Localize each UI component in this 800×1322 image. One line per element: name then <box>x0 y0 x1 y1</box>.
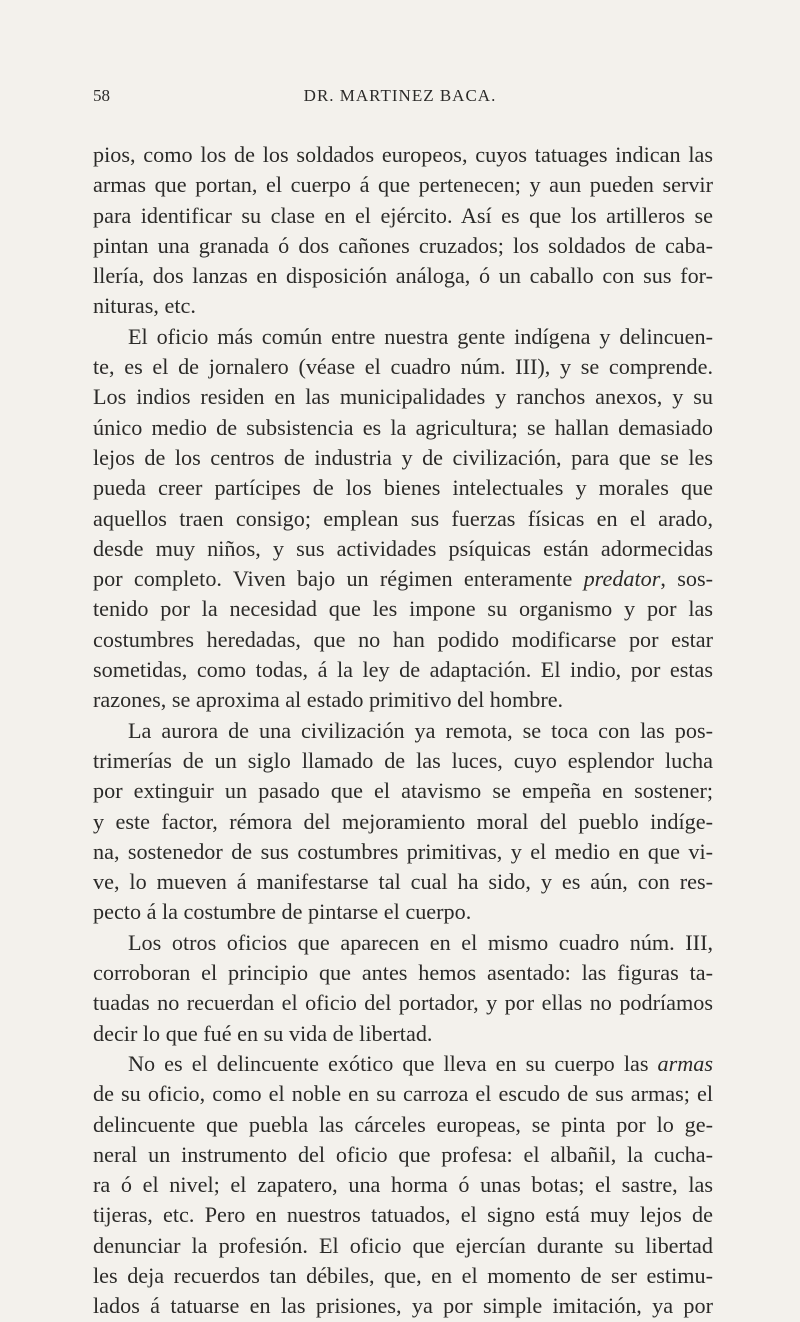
text-line <box>93 837 713 867</box>
text-line <box>93 1170 713 1200</box>
text-line <box>93 625 713 655</box>
page-header <box>0 86 800 116</box>
line-text: pios, como los de los soldados europeos, cuyos tatuages indican las <box>93 142 713 167</box>
line-text: desde muy niños, y sus actividades psíquicas están adormecidas <box>93 535 713 561</box>
line-text: aquellos traen consigo; emplean sus fuerzas físicas en el arado, <box>93 505 713 531</box>
text-line <box>93 958 713 988</box>
italic-word: armas <box>657 1050 713 1076</box>
text-line <box>93 443 713 473</box>
text-line <box>93 594 713 624</box>
page-number: 58 <box>93 86 110 105</box>
text-line <box>93 261 713 291</box>
italic-word: predator <box>583 566 661 592</box>
text-line <box>93 473 713 503</box>
text-line <box>93 140 713 170</box>
line-text: razones, se aproxima al estado primitivo del hombre. <box>93 687 564 713</box>
text-line <box>93 322 713 352</box>
line-text: sometidas, como todas, á la ley de adaptación. El indio, por estas <box>93 657 713 683</box>
text-line <box>93 231 713 261</box>
line-text: na, sostenedor de sus costumbres primitivas, y el medio en que vi- <box>93 838 713 864</box>
line-text: trimerías de un siglo llamado de las luces, cuyo esplendor lucha <box>93 747 713 773</box>
line-text: denunciar la profesión. El oficio que ejercían durante su libertad <box>93 1232 713 1258</box>
text-line <box>93 807 713 837</box>
line-text: tijeras, etc. Pero en nuestros tatuados, el signo está muy lejos de <box>93 1202 713 1228</box>
running-head: DR. MARTINEZ BACA. <box>303 86 497 105</box>
line-text: lejos de los centros de industria y de civilización, para que se les <box>93 444 713 470</box>
text-line <box>93 928 713 958</box>
text-line <box>93 655 713 685</box>
body-text <box>93 140 713 1322</box>
text-line <box>93 564 713 594</box>
line-text: llería, dos lanzas en disposición análoga, ó un caballo con sus for- <box>93 263 713 289</box>
line-text: Los otros oficios que aparecen en el mismo cuadro núm. III, <box>128 929 713 955</box>
text-line <box>93 1049 713 1079</box>
text-line <box>93 170 713 200</box>
text-line <box>93 1110 713 1140</box>
text-line <box>93 988 713 1018</box>
line-text: pueda creer partícipes de los bienes intelectuales y morales que <box>93 475 713 501</box>
line-text: de su oficio, como el noble en su carroza el escudo de sus armas; el <box>93 1081 713 1107</box>
line-text: por extinguir un pasado que el atavismo se empeña en sostener; <box>93 778 713 804</box>
line-text: por completo. Viven bajo un régimen enteramente <box>93 566 584 592</box>
text-line <box>93 716 713 746</box>
text-line <box>93 534 713 564</box>
text-line <box>93 413 713 443</box>
line-text: les deja recuerdos tan débiles, que, en el momento de ser estimu- <box>93 1262 713 1288</box>
line-text: El oficio más común entre nuestra gente indígena y delincuen- <box>128 323 713 349</box>
text-line <box>93 1291 713 1321</box>
text-line <box>93 1140 713 1170</box>
text-line <box>93 504 713 534</box>
line-text: armas que portan, el cuerpo á que pertenecen; y aun pueden servir <box>93 172 713 198</box>
line-text: tuadas no recuerdan el oficio del portador, y por ellas no podríamos <box>93 990 713 1016</box>
text-line <box>93 352 713 382</box>
line-text: ve, lo mueven á manifestarse tal cual ha sido, y es aún, con res- <box>93 869 713 895</box>
line-text: decir lo que fué en su vida de libertad. <box>93 1020 433 1046</box>
line-text: pintan una granada ó dos cañones cruzados; los soldados de caba- <box>93 232 713 258</box>
line-text: costumbres heredadas, que no han podido modificarse por estar <box>93 626 713 652</box>
line-text-after: , sos- <box>660 566 713 592</box>
line-text: La aurora de una civilización ya remota, se toca con las pos- <box>128 717 713 743</box>
line-text: para identificar su clase en el ejército. Así es que los artilleros se <box>93 202 713 228</box>
text-line <box>93 746 713 776</box>
line-text: único medio de subsistencia es la agricultura; se hallan demasiado <box>93 414 713 440</box>
text-line <box>93 1019 713 1049</box>
line-text: delincuente que puebla las cárceles europeas, se pinta por lo ge- <box>93 1111 713 1137</box>
line-text: nituras, etc. <box>93 293 196 319</box>
line-text: Los indios residen en las municipalidades y ranchos anexos, y su <box>93 384 713 410</box>
text-line <box>93 382 713 412</box>
line-text: lados á tatuarse en las prisiones, ya por simple imitación, ya por <box>93 1293 713 1319</box>
text-line <box>93 867 713 897</box>
text-line <box>93 1200 713 1230</box>
text-line <box>93 291 713 321</box>
text-line <box>93 776 713 806</box>
line-text: pecto á la costumbre de pintarse el cuerpo. <box>93 899 472 925</box>
text-line <box>93 897 713 927</box>
line-text: y este factor, rémora del mejoramiento moral del pueblo indíge- <box>93 808 713 834</box>
text-line <box>93 1079 713 1109</box>
line-text: neral un instrumento del oficio que profesa: el albañil, la cucha- <box>93 1141 713 1167</box>
text-line <box>93 201 713 231</box>
line-text: corroboran el principio que antes hemos asentado: las figuras ta- <box>93 960 713 986</box>
line-text: No es el delincuente exótico que lleva en su cuerpo las <box>128 1050 658 1076</box>
text-line <box>93 1231 713 1261</box>
line-text: ra ó el nivel; el zapatero, una horma ó unas botas; el sastre, las <box>93 1172 713 1198</box>
line-text: te, es el de jornalero (véase el cuadro núm. III), y se comprende. <box>93 354 713 380</box>
line-text: tenido por la necesidad que les impone su organismo y por las <box>93 596 713 622</box>
text-line <box>93 685 713 715</box>
